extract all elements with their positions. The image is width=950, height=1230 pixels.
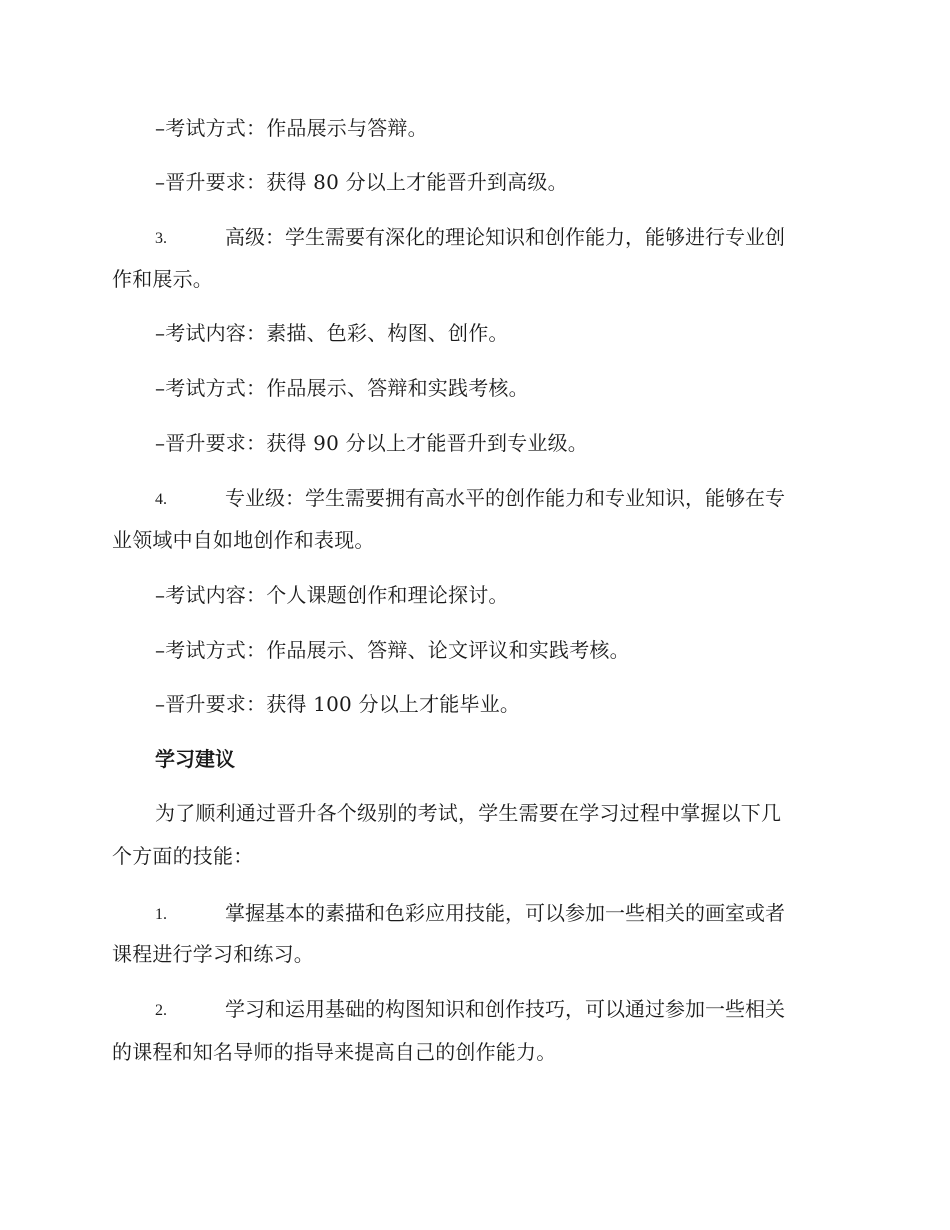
paragraph-line: 个方面的技能： [112,844,254,868]
list-item-text: 掌握基本的素描和色彩应用技能，可以参加一些相关的画室或者 [225,901,785,925]
list-number: 2. [155,1002,167,1019]
exam-method-line: –考试方式：作品展示、答辩和实践考核。 [155,376,529,400]
exam-content-line: –考试内容：个人课题创作和理论探讨。 [155,583,509,607]
paragraph-line: 为了顺利通过晋升各个级别的考试，学生需要在学习过程中掌握以下几 [155,801,782,825]
list-item-text: 高级：学生需要有深化的理论知识和创作能力，能够进行专业创 [225,225,785,249]
list-item-text: 专业级：学生需要拥有高水平的创作能力和专业知识，能够在专 [225,486,785,510]
list-number: 3. [155,230,167,247]
list-item-continuation: 的课程和知名导师的指导来提高自己的创作能力。 [112,1040,557,1064]
promotion-requirement-line: –晋升要求：获得 80 分以上才能晋升到高级。 [155,170,568,194]
promotion-requirement-line: –晋升要求：获得 90 分以上才能晋升到专业级。 [155,431,588,455]
list-item-text: 学习和运用基础的构图知识和创作技巧，可以通过参加一些相关 [225,997,785,1021]
promotion-requirement-line: –晋升要求：获得 100 分以上才能毕业。 [155,692,521,716]
exam-content-line: –考试内容：素描、色彩、构图、创作。 [155,321,509,345]
list-number: 4. [155,491,167,508]
exam-method-line: –考试方式：作品展示、答辩、论文评议和实践考核。 [155,638,630,662]
list-item-continuation: 业领域中自如地创作和表现。 [112,528,375,552]
exam-method-line: –考试方式：作品展示与答辩。 [155,116,428,140]
list-item-continuation: 作和展示。 [112,267,213,291]
list-item-continuation: 课程进行学习和练习。 [112,942,314,966]
section-heading: 学习建议 [155,747,235,771]
list-number: 1. [155,906,167,923]
